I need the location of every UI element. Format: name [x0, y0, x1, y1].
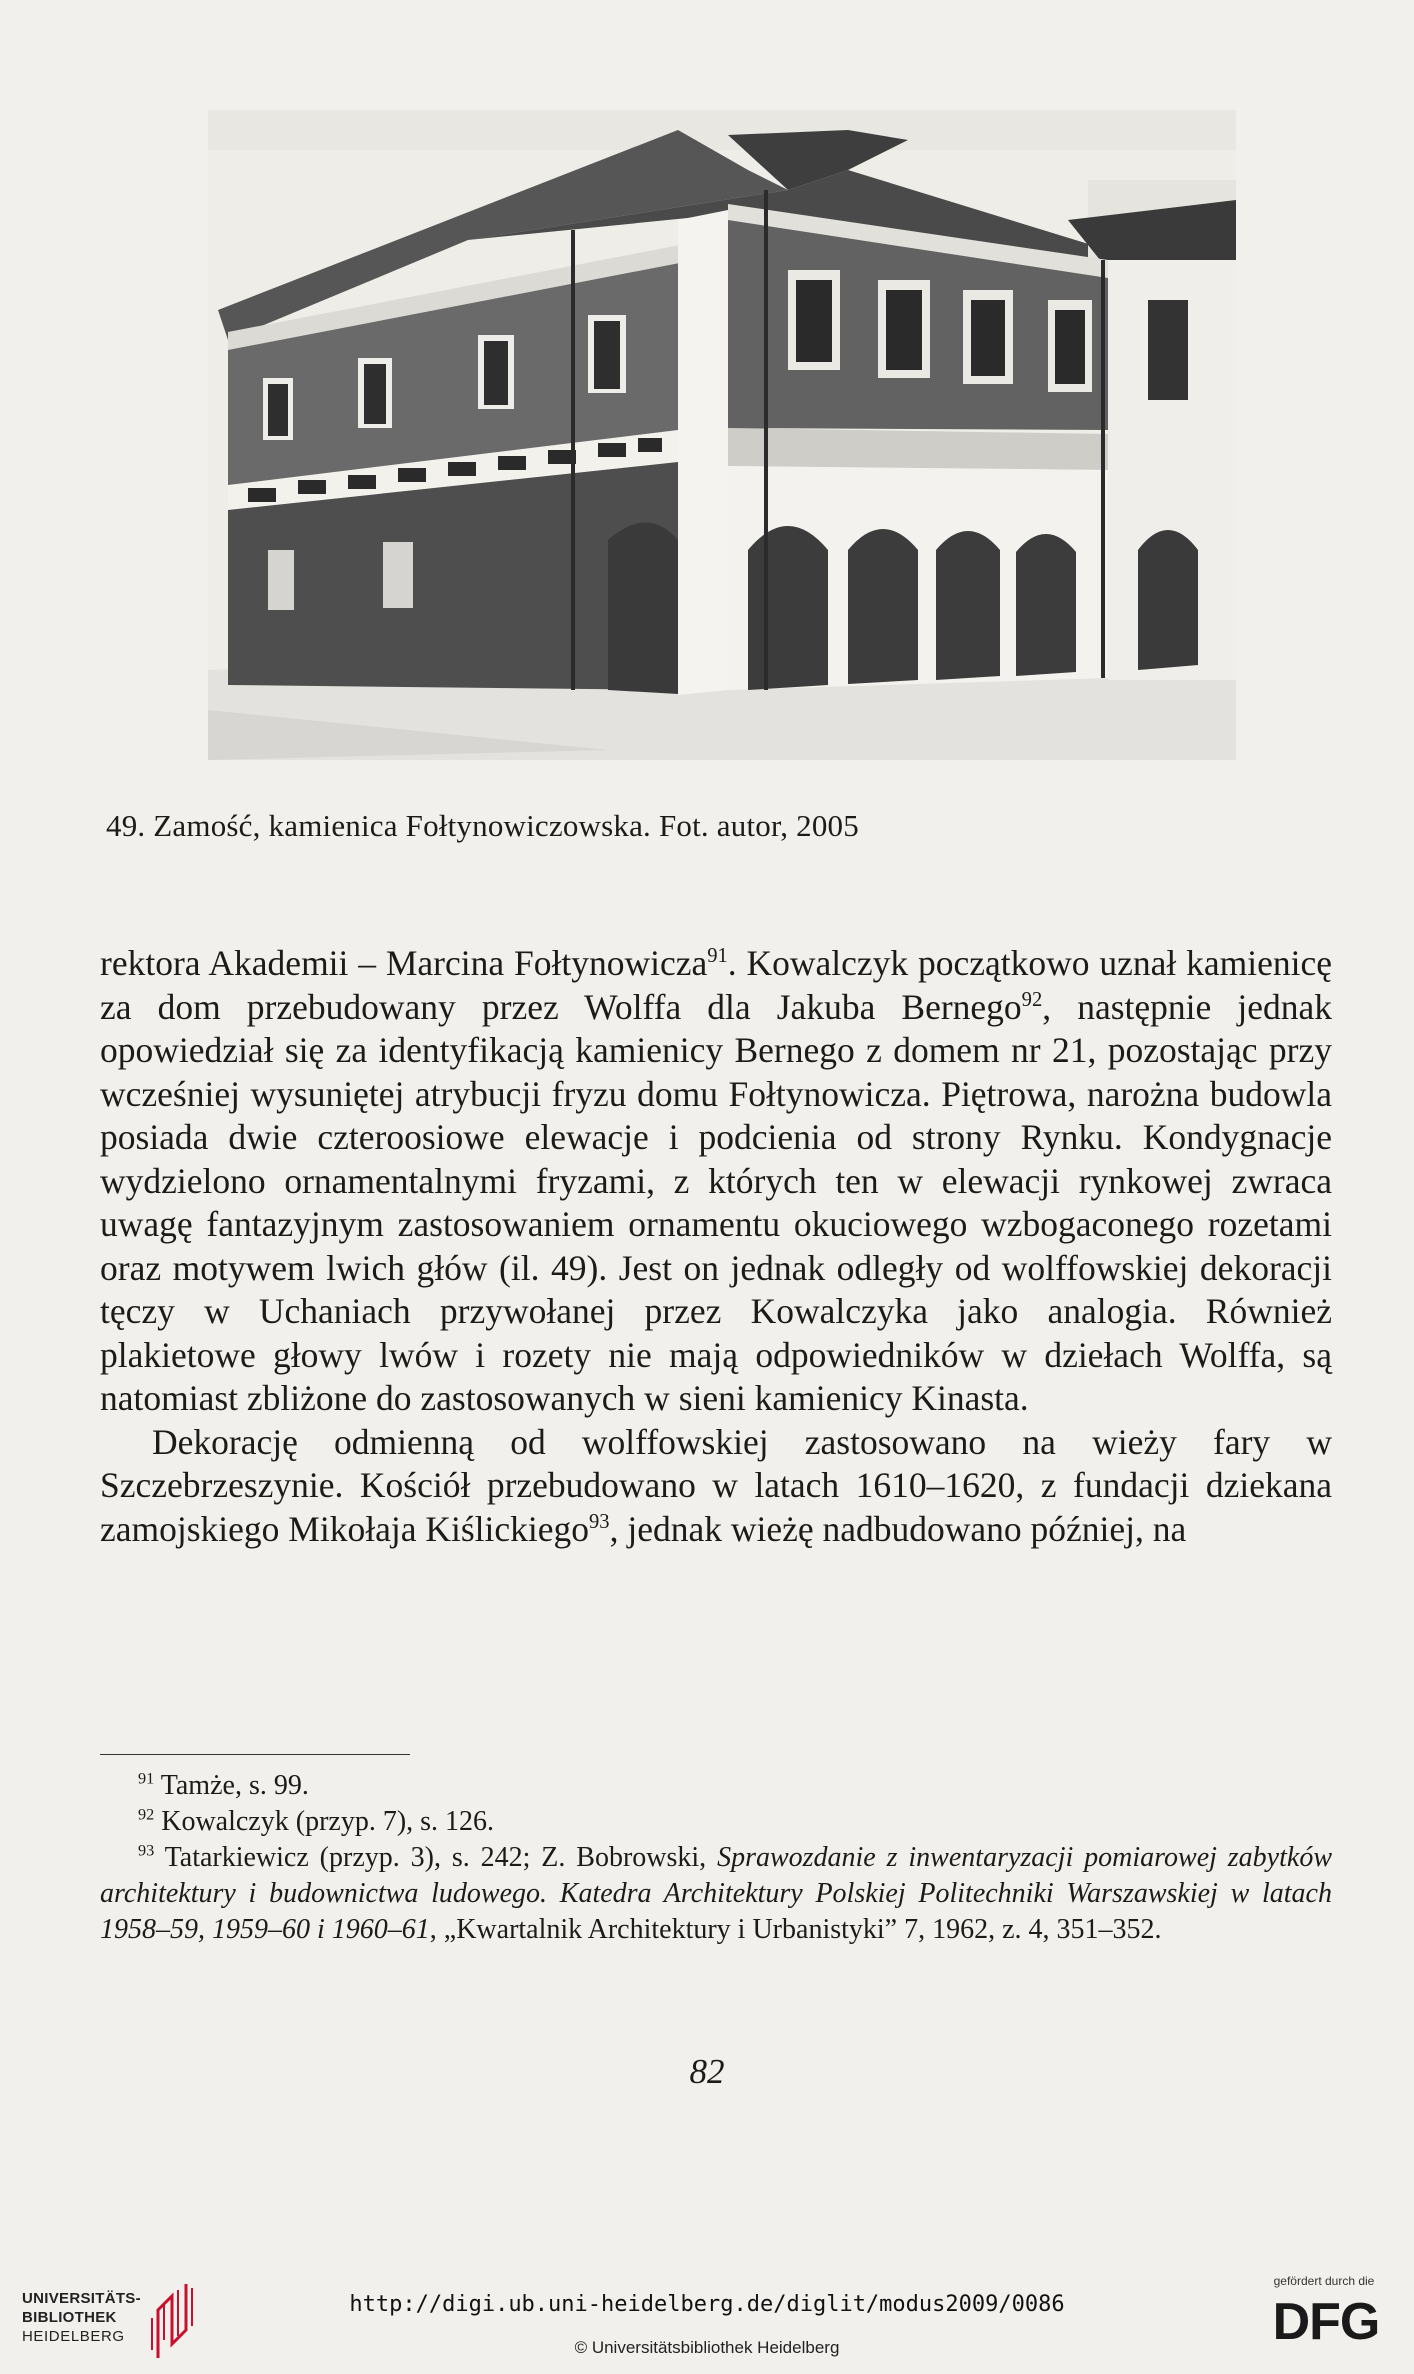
building-photo	[208, 110, 1236, 760]
paragraph	[100, 942, 1332, 1421]
footnote	[100, 1840, 1332, 1948]
paragraph	[100, 1421, 1332, 1552]
footnote-title: Sprawozdanie z inwentaryzacji pomiarowej zabytków architektury i budownictwa ludowego. Katedra Architektury Polskiej Politechniki Warszawskiej w latach 1958–59, 1959–60 i 1960–61	[100, 1842, 1332, 1945]
footnote-ref[interactable]: 93	[589, 1510, 610, 1533]
text-run: rektora Akademii – Marcina Fołtynowicza	[100, 943, 708, 983]
footnote-ref[interactable]: 91	[707, 945, 728, 968]
body-text	[100, 942, 1332, 1551]
library-name-line-2: BIBLIOTHEK	[22, 2309, 117, 2326]
footnote-number: 93	[138, 1841, 155, 1860]
text-run: . Kowalczyk początkowo uznał kamienicę za dom przebudowany przez Wolffa dla Jakuba Bernego	[100, 943, 1332, 1027]
document-url-link[interactable]: http://digi.ub.uni-heidelberg.de/diglit/modus2009/0086	[349, 2292, 1065, 2317]
funding-note: gefördert durch die	[1273, 2274, 1375, 2288]
footnote-text: Tatarkiewicz (przyp. 3), s. 242; Z. Bobrowski,	[154, 1842, 718, 1873]
text-run: Dekorację odmienną od wolffowskiej zastosowano na wieży fary w Szczebrzeszynie. Kościół przebudowano w latach 1610–1620, z fundacji dziekana zamojskiego Mikołaja Kiślickiego	[100, 1421, 1332, 1549]
footnote-text: Kowalczyk (przyp. 7), s. 126.	[154, 1806, 495, 1837]
dfg-logo: DFG	[1272, 2293, 1380, 2351]
footnote-number: 91	[138, 1769, 155, 1788]
footnote	[100, 1804, 1332, 1840]
footnote-number: 92	[138, 1805, 155, 1824]
page-number: 82	[689, 2052, 725, 2091]
footnotes	[100, 1768, 1332, 1948]
copyright-notice: © Universitätsbibliothek Heidelberg	[574, 2338, 840, 2357]
footnote-text: , „Kwartalnik Architektury i Urbanistyki” 7, 1962, z. 4, 351–352.	[429, 1914, 1162, 1945]
footnote-divider	[100, 1754, 410, 1755]
library-name-line-1: UNIVERSITÄTS-	[22, 2290, 141, 2307]
footnote	[100, 1768, 1332, 1804]
text-run: , jednak wieżę nadbudowano później, na	[609, 1508, 1187, 1549]
footnote-ref[interactable]: 92	[1021, 988, 1043, 1011]
figure-caption: 49. Zamość, kamienica Fołtynowiczowska. Fot. autor, 2005	[106, 808, 859, 843]
text-run: , następnie jednak opowiedział się za identyfikacją kamienicy Bernego z domem nr 21, pozostając przy wcześniej wysuniętej atrybucji fryzu domu Fołtynowicza. Piętrowa, narożna budowla posiada dwie czteroosiowe elewacje i podcienia od strony Rynku. Kondygnacje wydzielono ornamentalnymi fryzami, z których ten w elewacji rynkowej zwraca uwagę fantazyjnym zastosowaniem ornamentu okuciowego wzbogaconego rozetami oraz motywem lwich głów (il. 49). Jest on jednak odległy od wolffowskiej dekoracji tęczy w Uchaniach przywołanej przez Kowalczyka jako analogia. Również plakietowe głowy lwów i rozety nie mają odpowiedników w dziełach Wolffa, są natomiast zbliżone do zastosowanych w sieni kamienicy Kinasta.	[100, 986, 1332, 1418]
library-name-line-3: HEIDELBERG	[22, 2328, 125, 2345]
footnote-text: Tamże, s. 99.	[154, 1770, 309, 1801]
